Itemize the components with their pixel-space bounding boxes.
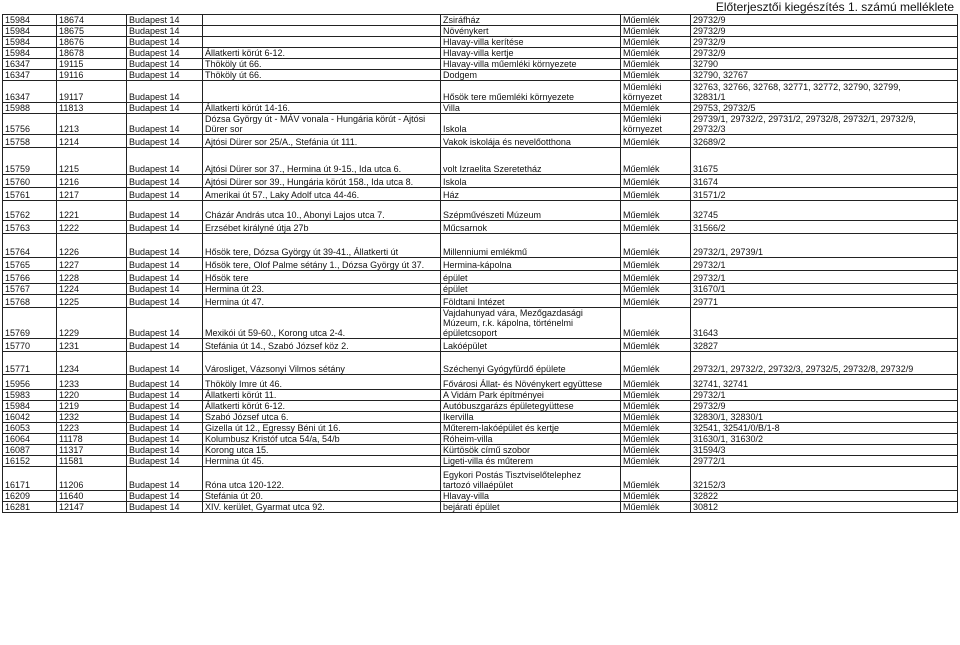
cell-lot-number: 11640 — [57, 491, 127, 502]
cell-status: Műemlék — [621, 401, 691, 412]
cell-lot-number: 1228 — [57, 271, 127, 284]
cell-district: Budapest 14 — [127, 456, 203, 467]
table-row — [3, 15, 958, 26]
cell-address: Amerikai út 57., Laky Adolf utca 44-46. — [203, 188, 441, 201]
cell-ref-id: 15984 — [3, 401, 57, 412]
cell-district: Budapest 14 — [127, 502, 203, 513]
cell-object-name: Ikervilla — [441, 412, 621, 423]
table-row — [3, 390, 958, 401]
cell-parcel-numbers: 29732/1, 29732/2, 29732/3, 29732/5, 29732/8, 29732/9 — [691, 352, 958, 375]
cell-ref-id: 16064 — [3, 434, 57, 445]
table-row — [3, 234, 958, 258]
cell-district: Budapest 14 — [127, 70, 203, 81]
cell-address: Mexikói út 59-60., Korong utca 2-4. — [203, 308, 441, 339]
cell-district: Budapest 14 — [127, 114, 203, 135]
cell-parcel-numbers: 32827 — [691, 339, 958, 352]
cell-status: Műemlék — [621, 284, 691, 295]
cell-parcel-numbers: 31571/2 — [691, 188, 958, 201]
cell-parcel-numbers: 32689/2 — [691, 135, 958, 148]
cell-ref-id: 15758 — [3, 135, 57, 148]
cell-ref-id: 15764 — [3, 234, 57, 258]
cell-address: Ajtósi Dürer sor 39., Hungária körút 158., Ida utca 8. — [203, 175, 441, 188]
table-row — [3, 258, 958, 271]
cell-district: Budapest 14 — [127, 271, 203, 284]
table-row — [3, 339, 958, 352]
cell-ref-id: 15765 — [3, 258, 57, 271]
cell-district: Budapest 14 — [127, 188, 203, 201]
cell-lot-number: 1222 — [57, 221, 127, 234]
cell-district: Budapest 14 — [127, 201, 203, 221]
cell-ref-id: 16209 — [3, 491, 57, 502]
table-row — [3, 467, 958, 491]
cell-ref-id: 15761 — [3, 188, 57, 201]
cell-object-name: Vakok iskolája és nevelőotthona — [441, 135, 621, 148]
cell-object-name: Kürtösök című szobor — [441, 445, 621, 456]
table-row — [3, 70, 958, 81]
cell-district: Budapest 14 — [127, 26, 203, 37]
cell-district: Budapest 14 — [127, 491, 203, 502]
cell-lot-number: 19115 — [57, 59, 127, 70]
cell-address: Stefánia út 20. — [203, 491, 441, 502]
cell-status: Műemlék — [621, 221, 691, 234]
cell-status: Műemlék — [621, 467, 691, 491]
table-row — [3, 59, 958, 70]
cell-parcel-numbers: 31594/3 — [691, 445, 958, 456]
cell-status: Műemlék — [621, 423, 691, 434]
cell-ref-id: 15763 — [3, 221, 57, 234]
cell-address: Városliget, Vázsonyi Vilmos sétány — [203, 352, 441, 375]
cell-parcel-numbers: 29732/9 — [691, 48, 958, 59]
cell-status: Műemlék — [621, 271, 691, 284]
table-row — [3, 284, 958, 295]
table-row — [3, 81, 958, 103]
cell-parcel-numbers: 32763, 32766, 32768, 32771, 32772, 32790, 32799, 32831/1 — [691, 81, 958, 103]
cell-district: Budapest 14 — [127, 401, 203, 412]
table-row — [3, 188, 958, 201]
cell-object-name: Vajdahunyad vára, Mezőgazdasági Múzeum, r.k. kápolna, történelmi épületcsoport — [441, 308, 621, 339]
cell-address: Állatkerti körút 6-12. — [203, 48, 441, 59]
cell-ref-id: 15983 — [3, 390, 57, 401]
cell-status: Műemlék — [621, 48, 691, 59]
cell-address: Thököly út 66. — [203, 59, 441, 70]
cell-status: Műemlék — [621, 491, 691, 502]
cell-ref-id: 16171 — [3, 467, 57, 491]
cell-address: Gizella út 12., Egressy Béni út 16. — [203, 423, 441, 434]
cell-ref-id: 15769 — [3, 308, 57, 339]
cell-object-name: Ligeti-villa és műterem — [441, 456, 621, 467]
cell-ref-id: 16281 — [3, 502, 57, 513]
cell-object-name: Növénykert — [441, 26, 621, 37]
cell-lot-number: 18675 — [57, 26, 127, 37]
cell-status: Műemlék — [621, 434, 691, 445]
cell-address: XIV. kerület, Gyarmat utca 92. — [203, 502, 441, 513]
cell-parcel-numbers: 29732/9 — [691, 37, 958, 48]
cell-lot-number: 1223 — [57, 423, 127, 434]
cell-ref-id: 16347 — [3, 70, 57, 81]
cell-district: Budapest 14 — [127, 412, 203, 423]
cell-status: Műemlék — [621, 135, 691, 148]
cell-lot-number: 1226 — [57, 234, 127, 258]
table-row — [3, 445, 958, 456]
cell-object-name: Iskola — [441, 114, 621, 135]
cell-ref-id: 15956 — [3, 375, 57, 390]
cell-address: Hősök tere — [203, 271, 441, 284]
cell-object-name: Lakóépület — [441, 339, 621, 352]
cell-lot-number: 1233 — [57, 375, 127, 390]
cell-object-name: Földtani Intézet — [441, 295, 621, 308]
cell-object-name: Dodgem — [441, 70, 621, 81]
cell-lot-number: 1220 — [57, 390, 127, 401]
table-row — [3, 37, 958, 48]
cell-parcel-numbers: 31643 — [691, 308, 958, 339]
cell-address: Korong utca 15. — [203, 445, 441, 456]
cell-address — [203, 15, 441, 26]
table-row — [3, 401, 958, 412]
cell-parcel-numbers: 32790, 32767 — [691, 70, 958, 81]
cell-address: Állatkerti körút 14-16. — [203, 103, 441, 114]
cell-parcel-numbers: 32541, 32541/0/B/1-8 — [691, 423, 958, 434]
table-row — [3, 135, 958, 148]
cell-status: Műemlék — [621, 103, 691, 114]
cell-status: Műemlék — [621, 456, 691, 467]
cell-address: Hősök tere, Dózsa György út 39-41., Állatkerti út — [203, 234, 441, 258]
cell-parcel-numbers: 31674 — [691, 175, 958, 188]
monument-table — [2, 14, 958, 513]
cell-status: Műemléki környezet — [621, 114, 691, 135]
cell-lot-number: 11178 — [57, 434, 127, 445]
cell-status: Műemlék — [621, 295, 691, 308]
cell-object-name: Villa — [441, 103, 621, 114]
cell-object-name: Hősök tere műemléki környezete — [441, 81, 621, 103]
cell-address — [203, 26, 441, 37]
cell-parcel-numbers: 31670/1 — [691, 284, 958, 295]
cell-district: Budapest 14 — [127, 390, 203, 401]
table-row — [3, 175, 958, 188]
cell-parcel-numbers: 32152/3 — [691, 467, 958, 491]
cell-object-name: Iskola — [441, 175, 621, 188]
cell-ref-id: 15771 — [3, 352, 57, 375]
cell-district: Budapest 14 — [127, 135, 203, 148]
cell-district: Budapest 14 — [127, 234, 203, 258]
cell-lot-number: 1232 — [57, 412, 127, 423]
table-row — [3, 114, 958, 135]
cell-address: Róna utca 120-122. — [203, 467, 441, 491]
cell-address: Hermina út 45. — [203, 456, 441, 467]
cell-district: Budapest 14 — [127, 284, 203, 295]
cell-ref-id: 15766 — [3, 271, 57, 284]
cell-lot-number: 18674 — [57, 15, 127, 26]
cell-lot-number: 1234 — [57, 352, 127, 375]
cell-ref-id: 15984 — [3, 48, 57, 59]
table-row — [3, 148, 958, 175]
cell-object-name: épület — [441, 284, 621, 295]
cell-ref-id: 15984 — [3, 26, 57, 37]
cell-address: Állatkerti körút 6-12. — [203, 401, 441, 412]
cell-ref-id: 15984 — [3, 15, 57, 26]
cell-district: Budapest 14 — [127, 352, 203, 375]
cell-district: Budapest 14 — [127, 148, 203, 175]
cell-object-name: Fővárosi Állat- és Növénykert együttese — [441, 375, 621, 390]
cell-parcel-numbers: 29732/1, 29739/1 — [691, 234, 958, 258]
table-row — [3, 308, 958, 339]
cell-lot-number: 18676 — [57, 37, 127, 48]
cell-address: Ajtósi Dürer sor 25/A., Stefánia út 111. — [203, 135, 441, 148]
table-row — [3, 103, 958, 114]
cell-parcel-numbers: 31630/1, 31630/2 — [691, 434, 958, 445]
cell-address: Stefánia út 14., Szabó József köz 2. — [203, 339, 441, 352]
cell-status: Műemlék — [621, 390, 691, 401]
cell-ref-id: 16042 — [3, 412, 57, 423]
cell-address: Dózsa György út - MÁV vonala - Hungária körút - Ajtósi Dürer sor — [203, 114, 441, 135]
cell-object-name: Ház — [441, 188, 621, 201]
cell-status: Műemlék — [621, 59, 691, 70]
cell-district: Budapest 14 — [127, 175, 203, 188]
cell-parcel-numbers: 29732/1 — [691, 258, 958, 271]
cell-lot-number: 11317 — [57, 445, 127, 456]
cell-address: Hermina út 23. — [203, 284, 441, 295]
cell-address: Állatkerti körút 11. — [203, 390, 441, 401]
cell-address: Kolumbusz Kristóf utca 54/a, 54/b — [203, 434, 441, 445]
cell-district: Budapest 14 — [127, 48, 203, 59]
cell-address: Erzsébet királyné útja 27b — [203, 221, 441, 234]
cell-lot-number: 18678 — [57, 48, 127, 59]
table-row — [3, 375, 958, 390]
cell-address: Thököly Imre út 46. — [203, 375, 441, 390]
cell-object-name: volt Izraelita Szeretetház — [441, 148, 621, 175]
cell-ref-id: 16347 — [3, 81, 57, 103]
cell-ref-id: 16053 — [3, 423, 57, 434]
cell-district: Budapest 14 — [127, 423, 203, 434]
cell-address — [203, 81, 441, 103]
cell-parcel-numbers: 31675 — [691, 148, 958, 175]
cell-lot-number: 12147 — [57, 502, 127, 513]
cell-status: Műemlék — [621, 148, 691, 175]
cell-lot-number: 1214 — [57, 135, 127, 148]
cell-lot-number: 1231 — [57, 339, 127, 352]
cell-parcel-numbers: 32822 — [691, 491, 958, 502]
cell-lot-number: 19117 — [57, 81, 127, 103]
cell-lot-number: 11581 — [57, 456, 127, 467]
cell-status: Műemlék — [621, 15, 691, 26]
cell-address: Cházár András utca 10., Abonyi Lajos utca 7. — [203, 201, 441, 221]
cell-status: Műemlék — [621, 375, 691, 390]
cell-parcel-numbers: 29732/9 — [691, 26, 958, 37]
cell-district: Budapest 14 — [127, 339, 203, 352]
cell-ref-id: 15759 — [3, 148, 57, 175]
table-row — [3, 412, 958, 423]
cell-status: Műemlék — [621, 352, 691, 375]
cell-district: Budapest 14 — [127, 445, 203, 456]
cell-district: Budapest 14 — [127, 59, 203, 70]
cell-parcel-numbers: 32741, 32741 — [691, 375, 958, 390]
cell-lot-number: 1219 — [57, 401, 127, 412]
cell-status: Műemlék — [621, 445, 691, 456]
cell-district: Budapest 14 — [127, 258, 203, 271]
cell-ref-id: 15984 — [3, 37, 57, 48]
cell-address: Hősök tere, Olof Palme sétány 1., Dózsa György út 37. — [203, 258, 441, 271]
cell-object-name: Hermina-kápolna — [441, 258, 621, 271]
table-row — [3, 221, 958, 234]
cell-address: Szabó József utca 6. — [203, 412, 441, 423]
cell-status: Műemléki környezet — [621, 81, 691, 103]
cell-parcel-numbers: 29732/1 — [691, 390, 958, 401]
cell-district: Budapest 14 — [127, 308, 203, 339]
page-header: Előterjesztői kiegészítés 1. számú melléklete — [715, 0, 954, 14]
cell-lot-number: 1217 — [57, 188, 127, 201]
cell-district: Budapest 14 — [127, 15, 203, 26]
cell-district: Budapest 14 — [127, 434, 203, 445]
cell-district: Budapest 14 — [127, 221, 203, 234]
table-row — [3, 423, 958, 434]
cell-address: Thököly út 66. — [203, 70, 441, 81]
cell-status: Műemlék — [621, 412, 691, 423]
cell-object-name: Hlavay-villa kertje — [441, 48, 621, 59]
cell-lot-number: 1216 — [57, 175, 127, 188]
cell-object-name: Millenniumi emlékmű — [441, 234, 621, 258]
cell-parcel-numbers: 29732/9 — [691, 401, 958, 412]
cell-address: Ajtósi Dürer sor 37., Hermina út 9-15., Ida utca 6. — [203, 148, 441, 175]
table-row — [3, 491, 958, 502]
cell-object-name: Szépművészeti Múzeum — [441, 201, 621, 221]
cell-object-name: épület — [441, 271, 621, 284]
cell-status: Műemlék — [621, 37, 691, 48]
table-row — [3, 48, 958, 59]
cell-district: Budapest 14 — [127, 81, 203, 103]
table-row — [3, 201, 958, 221]
cell-parcel-numbers: 29753, 29732/5 — [691, 103, 958, 114]
cell-status: Műemlék — [621, 175, 691, 188]
cell-district: Budapest 14 — [127, 375, 203, 390]
cell-object-name: Műcsarnok — [441, 221, 621, 234]
cell-parcel-numbers: 29739/1, 29732/2, 29731/2, 29732/8, 29732/1, 29732/9, 29732/3 — [691, 114, 958, 135]
cell-district: Budapest 14 — [127, 295, 203, 308]
cell-status: Műemlék — [621, 26, 691, 37]
cell-ref-id: 15768 — [3, 295, 57, 308]
cell-ref-id: 15756 — [3, 114, 57, 135]
cell-parcel-numbers: 29732/1 — [691, 271, 958, 284]
cell-ref-id: 15767 — [3, 284, 57, 295]
cell-object-name: Hlavay-villa — [441, 491, 621, 502]
cell-status: Műemlék — [621, 339, 691, 352]
cell-district: Budapest 14 — [127, 37, 203, 48]
cell-district: Budapest 14 — [127, 103, 203, 114]
cell-status: Műemlék — [621, 70, 691, 81]
cell-status: Műemlék — [621, 234, 691, 258]
cell-ref-id: 15760 — [3, 175, 57, 188]
cell-lot-number: 11813 — [57, 103, 127, 114]
cell-parcel-numbers: 30812 — [691, 502, 958, 513]
table-row — [3, 295, 958, 308]
cell-status: Műemlék — [621, 502, 691, 513]
cell-object-name: Hlavay-villa kerítése — [441, 37, 621, 48]
cell-lot-number: 1225 — [57, 295, 127, 308]
cell-parcel-numbers: 31566/2 — [691, 221, 958, 234]
cell-lot-number: 1213 — [57, 114, 127, 135]
cell-parcel-numbers: 29732/9 — [691, 15, 958, 26]
cell-object-name: Zsiráfház — [441, 15, 621, 26]
cell-ref-id: 15988 — [3, 103, 57, 114]
cell-address — [203, 37, 441, 48]
cell-object-name: Egykori Postás Tisztviselőtelephez tartozó villaépület — [441, 467, 621, 491]
cell-object-name: A Vidám Park építményei — [441, 390, 621, 401]
table-row — [3, 26, 958, 37]
cell-parcel-numbers: 32790 — [691, 59, 958, 70]
table-row — [3, 352, 958, 375]
cell-parcel-numbers: 32830/1, 32830/1 — [691, 412, 958, 423]
cell-status: Műemlék — [621, 308, 691, 339]
cell-parcel-numbers: 32745 — [691, 201, 958, 221]
cell-object-name: Autóbuszgarázs épületegyüttese — [441, 401, 621, 412]
cell-ref-id: 15762 — [3, 201, 57, 221]
cell-lot-number: 11206 — [57, 467, 127, 491]
cell-object-name: Hlavay-villa műemléki környezete — [441, 59, 621, 70]
cell-ref-id: 16152 — [3, 456, 57, 467]
table-row — [3, 434, 958, 445]
cell-lot-number: 1227 — [57, 258, 127, 271]
cell-ref-id: 15770 — [3, 339, 57, 352]
cell-lot-number: 1215 — [57, 148, 127, 175]
cell-district: Budapest 14 — [127, 467, 203, 491]
cell-address: Hermina út 47. — [203, 295, 441, 308]
cell-parcel-numbers: 29772/1 — [691, 456, 958, 467]
cell-lot-number: 1229 — [57, 308, 127, 339]
cell-ref-id: 16347 — [3, 59, 57, 70]
table-row — [3, 502, 958, 513]
cell-lot-number: 1224 — [57, 284, 127, 295]
cell-status: Műemlék — [621, 188, 691, 201]
table-row — [3, 271, 958, 284]
cell-object-name: bejárati épület — [441, 502, 621, 513]
cell-object-name: Műterem-lakóépület és kertje — [441, 423, 621, 434]
cell-object-name: Széchenyi Gyógyfürdő épülete — [441, 352, 621, 375]
cell-lot-number: 1221 — [57, 201, 127, 221]
cell-status: Műemlék — [621, 201, 691, 221]
cell-object-name: Róheim-villa — [441, 434, 621, 445]
table-row — [3, 456, 958, 467]
cell-ref-id: 16087 — [3, 445, 57, 456]
cell-parcel-numbers: 29771 — [691, 295, 958, 308]
cell-status: Műemlék — [621, 258, 691, 271]
cell-lot-number: 19116 — [57, 70, 127, 81]
